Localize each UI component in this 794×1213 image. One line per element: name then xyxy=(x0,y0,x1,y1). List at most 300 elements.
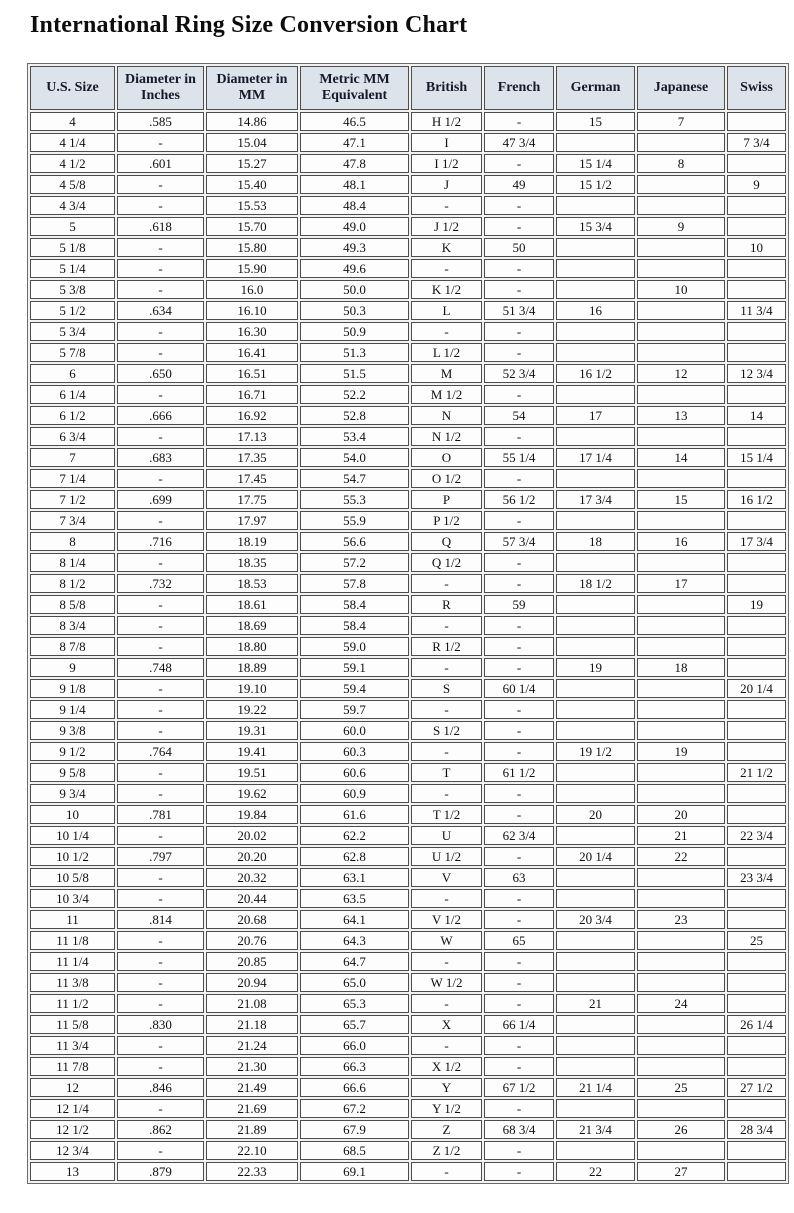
table-cell: 18.53 xyxy=(206,574,298,593)
table-row xyxy=(30,658,786,677)
table-cell: 21.49 xyxy=(206,1078,298,1097)
table-cell: 20.85 xyxy=(206,952,298,971)
table-cell: - xyxy=(411,196,482,215)
table-cell: 8 1/2 xyxy=(30,574,115,593)
table-cell: 20.94 xyxy=(206,973,298,992)
table-cell: 12 1/2 xyxy=(30,1120,115,1139)
table-cell: 7 3/4 xyxy=(30,511,115,530)
table-cell: 9 3/4 xyxy=(30,784,115,803)
table-cell xyxy=(727,784,786,803)
table-cell xyxy=(637,700,725,719)
table-cell: 18.61 xyxy=(206,595,298,614)
table-cell: 26 1/4 xyxy=(727,1015,786,1034)
table-cell: 66.0 xyxy=(300,1036,409,1055)
table-cell: 50.3 xyxy=(300,301,409,320)
table-cell xyxy=(637,763,725,782)
table-cell xyxy=(727,637,786,656)
table-cell: M 1/2 xyxy=(411,385,482,404)
table-cell: 10 xyxy=(30,805,115,824)
table-cell: - xyxy=(484,616,554,635)
table-cell: - xyxy=(484,994,554,1013)
table-row xyxy=(30,784,786,803)
table-cell: P 1/2 xyxy=(411,511,482,530)
table-cell: 59.4 xyxy=(300,679,409,698)
table-cell: 20 1/4 xyxy=(727,679,786,698)
table-cell: 22 3/4 xyxy=(727,826,786,845)
table-cell: 57.8 xyxy=(300,574,409,593)
table-cell: 11 xyxy=(30,910,115,929)
table-row xyxy=(30,490,786,509)
table-cell: - xyxy=(484,154,554,173)
table-cell xyxy=(556,868,635,887)
table-cell: - xyxy=(411,1162,482,1181)
column-header: French xyxy=(484,66,554,110)
table-cell: - xyxy=(484,217,554,236)
table-cell: - xyxy=(484,700,554,719)
table-cell: .618 xyxy=(117,217,204,236)
table-cell xyxy=(727,322,786,341)
table-cell: 11 3/4 xyxy=(727,301,786,320)
table-cell: - xyxy=(117,1057,204,1076)
table-cell: 20 xyxy=(556,805,635,824)
table-cell xyxy=(637,679,725,698)
table-cell xyxy=(556,511,635,530)
table-cell: 57 3/4 xyxy=(484,532,554,551)
table-cell xyxy=(637,616,725,635)
table-cell: 49.3 xyxy=(300,238,409,257)
table-cell: - xyxy=(117,889,204,908)
table-cell: 49.0 xyxy=(300,217,409,236)
table-cell xyxy=(637,511,725,530)
table-cell: - xyxy=(411,700,482,719)
table-cell: 54 xyxy=(484,406,554,425)
table-row xyxy=(30,406,786,425)
table-cell: - xyxy=(117,931,204,950)
table-cell: 19.84 xyxy=(206,805,298,824)
table-cell: - xyxy=(484,637,554,656)
table-cell: 47.8 xyxy=(300,154,409,173)
table-cell: - xyxy=(117,973,204,992)
table-cell: 18.19 xyxy=(206,532,298,551)
table-cell: 28 3/4 xyxy=(727,1120,786,1139)
table-cell: 16 xyxy=(637,532,725,551)
table-cell: 68 3/4 xyxy=(484,1120,554,1139)
table-cell: U xyxy=(411,826,482,845)
table-cell: 59.1 xyxy=(300,658,409,677)
table-cell: 65.7 xyxy=(300,1015,409,1034)
table-cell: 4 1/2 xyxy=(30,154,115,173)
table-cell xyxy=(637,469,725,488)
table-cell: 46.5 xyxy=(300,112,409,131)
table-cell: 54.7 xyxy=(300,469,409,488)
table-cell: 20 3/4 xyxy=(556,910,635,929)
table-cell: 18 xyxy=(637,658,725,677)
table-cell: 15.70 xyxy=(206,217,298,236)
table-cell: K 1/2 xyxy=(411,280,482,299)
header-row xyxy=(30,66,786,110)
table-row xyxy=(30,847,786,866)
table-cell xyxy=(637,301,725,320)
table-cell: 22 xyxy=(556,1162,635,1181)
table-cell xyxy=(556,784,635,803)
table-cell: 58.4 xyxy=(300,595,409,614)
table-cell: 5 1/2 xyxy=(30,301,115,320)
table-cell: 5 7/8 xyxy=(30,343,115,362)
table-cell: 67 1/2 xyxy=(484,1078,554,1097)
table-cell: 8 3/4 xyxy=(30,616,115,635)
table-cell: 26 xyxy=(637,1120,725,1139)
table-cell xyxy=(556,952,635,971)
table-cell: O 1/2 xyxy=(411,469,482,488)
table-cell: - xyxy=(484,1099,554,1118)
table-cell: 6 3/4 xyxy=(30,427,115,446)
table-cell: 12 3/4 xyxy=(30,1141,115,1160)
table-cell: P xyxy=(411,490,482,509)
table-cell: 21 xyxy=(637,826,725,845)
table-cell: 49.6 xyxy=(300,259,409,278)
table-cell: 19 xyxy=(637,742,725,761)
table-cell: - xyxy=(117,427,204,446)
table-cell xyxy=(556,616,635,635)
table-cell: - xyxy=(484,952,554,971)
table-cell: 9 xyxy=(727,175,786,194)
table-cell: I xyxy=(411,133,482,152)
table-cell xyxy=(637,1036,725,1055)
table-cell: 21.08 xyxy=(206,994,298,1013)
table-cell xyxy=(556,322,635,341)
table-row xyxy=(30,1015,786,1034)
table-cell xyxy=(556,826,635,845)
table-cell: 67.2 xyxy=(300,1099,409,1118)
table-cell: .666 xyxy=(117,406,204,425)
table-cell: S 1/2 xyxy=(411,721,482,740)
table-cell: 21.89 xyxy=(206,1120,298,1139)
table-cell: - xyxy=(484,259,554,278)
table-row xyxy=(30,280,786,299)
table-cell xyxy=(727,385,786,404)
table-cell: 18.89 xyxy=(206,658,298,677)
table-cell xyxy=(556,469,635,488)
table-row xyxy=(30,343,786,362)
table-cell: 21.18 xyxy=(206,1015,298,1034)
table-cell: .846 xyxy=(117,1078,204,1097)
table-cell: 16.0 xyxy=(206,280,298,299)
table-cell: 21 3/4 xyxy=(556,1120,635,1139)
table-cell: 7 1/2 xyxy=(30,490,115,509)
table-cell: - xyxy=(484,1036,554,1055)
table-cell: 13 xyxy=(637,406,725,425)
table-cell xyxy=(637,784,725,803)
table-row xyxy=(30,742,786,761)
table-cell: 9 xyxy=(30,658,115,677)
table-cell: - xyxy=(411,259,482,278)
table-cell: 19 xyxy=(556,658,635,677)
table-cell: - xyxy=(117,1141,204,1160)
table-cell: 11 3/4 xyxy=(30,1036,115,1055)
table-cell: X xyxy=(411,1015,482,1034)
table-cell: 18.69 xyxy=(206,616,298,635)
table-cell: K xyxy=(411,238,482,257)
table-cell: 6 1/2 xyxy=(30,406,115,425)
table-cell: - xyxy=(484,910,554,929)
table-cell: 68.5 xyxy=(300,1141,409,1160)
table-cell: 47 3/4 xyxy=(484,133,554,152)
table-cell: 63.5 xyxy=(300,889,409,908)
table-cell: 56.6 xyxy=(300,532,409,551)
table-cell: 8 1/4 xyxy=(30,553,115,572)
table-cell xyxy=(727,280,786,299)
table-cell: 15.40 xyxy=(206,175,298,194)
table-cell: - xyxy=(117,826,204,845)
table-cell: L 1/2 xyxy=(411,343,482,362)
table-cell: 58.4 xyxy=(300,616,409,635)
table-cell: 48.4 xyxy=(300,196,409,215)
table-cell xyxy=(556,280,635,299)
table-cell xyxy=(637,637,725,656)
table-row xyxy=(30,931,786,950)
table-cell xyxy=(556,427,635,446)
table-body xyxy=(30,112,786,1181)
table-cell: 54.0 xyxy=(300,448,409,467)
table-cell xyxy=(727,847,786,866)
table-cell: 53.4 xyxy=(300,427,409,446)
table-cell: 11 7/8 xyxy=(30,1057,115,1076)
table-cell: - xyxy=(411,889,482,908)
table-cell xyxy=(727,217,786,236)
table-cell: 64.3 xyxy=(300,931,409,950)
table-cell: 17 3/4 xyxy=(556,490,635,509)
table-cell: 16.92 xyxy=(206,406,298,425)
table-cell: - xyxy=(117,595,204,614)
table-cell: 15.53 xyxy=(206,196,298,215)
table-cell: 15 1/4 xyxy=(727,448,786,467)
table-cell: X 1/2 xyxy=(411,1057,482,1076)
table-cell: - xyxy=(117,700,204,719)
table-cell: Z 1/2 xyxy=(411,1141,482,1160)
table-cell xyxy=(637,1015,725,1034)
table-cell: - xyxy=(484,889,554,908)
table-cell: 14 xyxy=(727,406,786,425)
table-cell xyxy=(637,1141,725,1160)
table-cell: 18.35 xyxy=(206,553,298,572)
table-cell: .601 xyxy=(117,154,204,173)
table-cell: 5 3/8 xyxy=(30,280,115,299)
table-cell: .683 xyxy=(117,448,204,467)
table-cell: M xyxy=(411,364,482,383)
table-cell: 9 3/8 xyxy=(30,721,115,740)
table-cell xyxy=(637,196,725,215)
table-cell: - xyxy=(411,994,482,1013)
table-cell xyxy=(727,1099,786,1118)
table-cell xyxy=(637,259,725,278)
table-cell: O xyxy=(411,448,482,467)
table-cell: 19 xyxy=(727,595,786,614)
table-cell xyxy=(727,805,786,824)
table-cell: 64.7 xyxy=(300,952,409,971)
table-cell: 16 1/2 xyxy=(556,364,635,383)
table-cell xyxy=(637,175,725,194)
table-cell: 12 1/4 xyxy=(30,1099,115,1118)
table-cell: Y 1/2 xyxy=(411,1099,482,1118)
table-cell: H 1/2 xyxy=(411,112,482,131)
table-cell: 51 3/4 xyxy=(484,301,554,320)
table-cell xyxy=(637,931,725,950)
table-cell xyxy=(637,952,725,971)
table-cell: 17.13 xyxy=(206,427,298,446)
table-cell xyxy=(727,889,786,908)
table-cell: - xyxy=(117,784,204,803)
table-cell xyxy=(727,973,786,992)
table-row xyxy=(30,973,786,992)
table-row xyxy=(30,763,786,782)
table-cell xyxy=(727,112,786,131)
table-cell: - xyxy=(484,322,554,341)
table-row xyxy=(30,595,786,614)
table-cell xyxy=(727,427,786,446)
table-row xyxy=(30,826,786,845)
table-cell xyxy=(637,343,725,362)
table-cell: 55 1/4 xyxy=(484,448,554,467)
table-cell xyxy=(637,868,725,887)
table-row xyxy=(30,1120,786,1139)
table-cell: - xyxy=(411,322,482,341)
table-cell: - xyxy=(117,679,204,698)
table-cell: 64.1 xyxy=(300,910,409,929)
table-cell: 17 1/4 xyxy=(556,448,635,467)
table-cell: .634 xyxy=(117,301,204,320)
table-container xyxy=(27,63,794,1184)
table-cell xyxy=(556,721,635,740)
table-cell: R xyxy=(411,595,482,614)
table-row xyxy=(30,574,786,593)
table-cell xyxy=(556,1141,635,1160)
table-cell xyxy=(727,553,786,572)
table-cell: - xyxy=(117,721,204,740)
table-cell: 55.3 xyxy=(300,490,409,509)
column-header: Diameter in Inches xyxy=(117,66,204,110)
table-row xyxy=(30,364,786,383)
table-cell xyxy=(727,1057,786,1076)
table-cell: 8 xyxy=(637,154,725,173)
table-cell: 9 1/2 xyxy=(30,742,115,761)
table-row xyxy=(30,196,786,215)
table-cell: 17 3/4 xyxy=(727,532,786,551)
table-cell: 14.86 xyxy=(206,112,298,131)
table-cell: .781 xyxy=(117,805,204,824)
table-row xyxy=(30,994,786,1013)
table-cell: 17 xyxy=(637,574,725,593)
table-cell: 63 xyxy=(484,868,554,887)
table-cell: 20.32 xyxy=(206,868,298,887)
table-cell xyxy=(727,700,786,719)
table-cell xyxy=(727,259,786,278)
table-row xyxy=(30,1036,786,1055)
table-cell xyxy=(727,1141,786,1160)
table-cell: 12 xyxy=(637,364,725,383)
table-cell: .650 xyxy=(117,364,204,383)
table-cell: 15 3/4 xyxy=(556,217,635,236)
table-cell: Y xyxy=(411,1078,482,1097)
table-cell: W 1/2 xyxy=(411,973,482,992)
table-cell: 49 xyxy=(484,175,554,194)
table-cell: V 1/2 xyxy=(411,910,482,929)
table-cell: 61 1/2 xyxy=(484,763,554,782)
table-cell: 17 xyxy=(556,406,635,425)
table-cell xyxy=(637,595,725,614)
table-cell: 66.3 xyxy=(300,1057,409,1076)
table-row xyxy=(30,1099,786,1118)
table-cell: 66.6 xyxy=(300,1078,409,1097)
table-row xyxy=(30,952,786,971)
table-cell: 9 xyxy=(637,217,725,236)
table-cell: 47.1 xyxy=(300,133,409,152)
table-cell: 5 xyxy=(30,217,115,236)
table-cell xyxy=(727,1036,786,1055)
table-cell: 22.10 xyxy=(206,1141,298,1160)
table-cell xyxy=(637,721,725,740)
table-cell: - xyxy=(117,196,204,215)
table-row xyxy=(30,868,786,887)
table-cell xyxy=(637,385,725,404)
table-row xyxy=(30,385,786,404)
table-cell: - xyxy=(117,259,204,278)
table-cell: - xyxy=(117,343,204,362)
table-cell: - xyxy=(484,1162,554,1181)
table-cell: - xyxy=(484,784,554,803)
table-cell: 19.10 xyxy=(206,679,298,698)
table-cell xyxy=(556,931,635,950)
table-cell: 59.0 xyxy=(300,637,409,656)
table-cell: - xyxy=(484,553,554,572)
table-cell: 5 3/4 xyxy=(30,322,115,341)
table-cell: Q 1/2 xyxy=(411,553,482,572)
table-cell: .585 xyxy=(117,112,204,131)
table-cell: 10 1/2 xyxy=(30,847,115,866)
table-cell: - xyxy=(411,658,482,677)
table-cell: - xyxy=(484,1057,554,1076)
table-cell: 21.30 xyxy=(206,1057,298,1076)
table-cell: - xyxy=(484,511,554,530)
table-cell: - xyxy=(117,994,204,1013)
table-cell: - xyxy=(117,238,204,257)
table-cell: 21.69 xyxy=(206,1099,298,1118)
table-cell: R 1/2 xyxy=(411,637,482,656)
table-cell: N xyxy=(411,406,482,425)
table-row xyxy=(30,721,786,740)
table-cell: 59 xyxy=(484,595,554,614)
table-cell: 57.2 xyxy=(300,553,409,572)
table-cell xyxy=(727,1162,786,1181)
table-cell: 7 1/4 xyxy=(30,469,115,488)
table-cell: 21.24 xyxy=(206,1036,298,1055)
table-cell xyxy=(556,385,635,404)
table-cell: 11 1/4 xyxy=(30,952,115,971)
table-cell: 19.41 xyxy=(206,742,298,761)
table-cell: 7 xyxy=(30,448,115,467)
table-row xyxy=(30,301,786,320)
table-cell: .699 xyxy=(117,490,204,509)
table-cell: 4 1/4 xyxy=(30,133,115,152)
table-cell: 63.1 xyxy=(300,868,409,887)
table-cell: 21 1/4 xyxy=(556,1078,635,1097)
table-cell xyxy=(727,910,786,929)
table-cell xyxy=(556,553,635,572)
table-row xyxy=(30,805,786,824)
table-cell: 13 xyxy=(30,1162,115,1181)
table-cell: 9 5/8 xyxy=(30,763,115,782)
table-cell: - xyxy=(411,574,482,593)
table-cell: 60.6 xyxy=(300,763,409,782)
